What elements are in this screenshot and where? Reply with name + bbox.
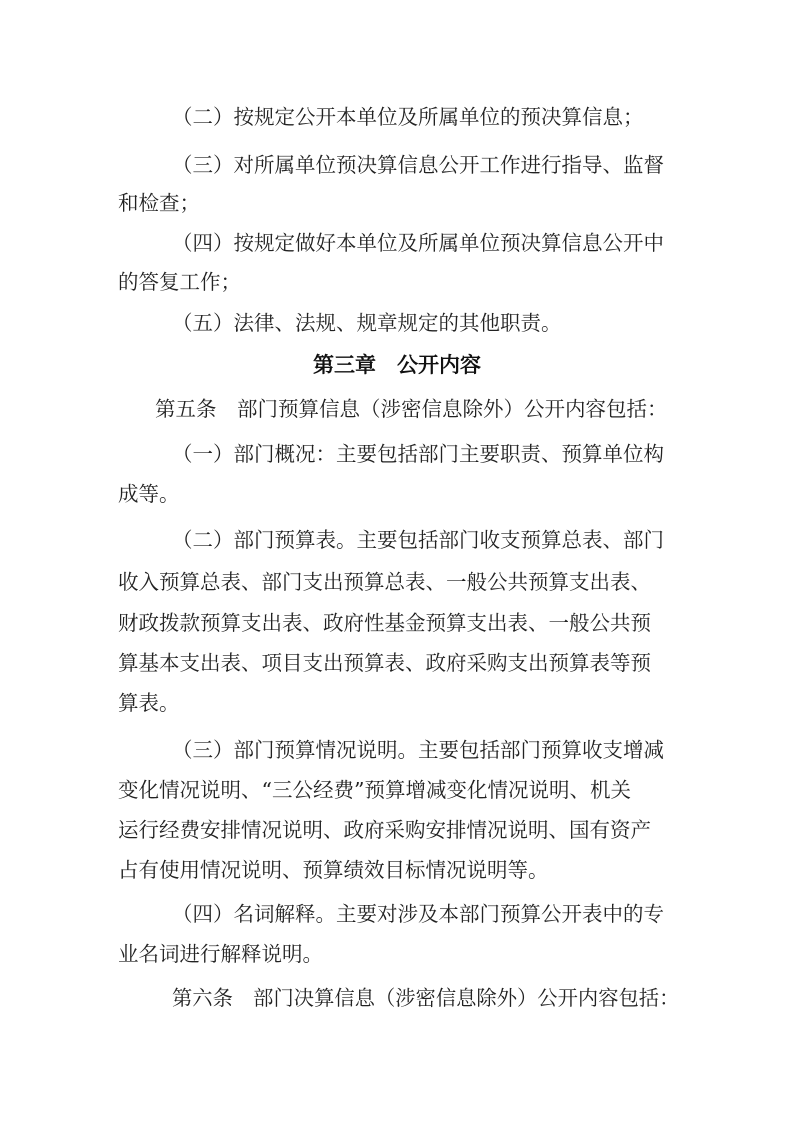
paragraph-line: （五）法律、法规、规章规定的其他职责。 (172, 311, 562, 335)
chapter-heading: 第三章 公开内容 (313, 353, 481, 377)
paragraph-line: 的答复工作； (118, 270, 241, 294)
paragraph-line: 收入预算总表、部门支出预算总表、一般公共预算支出表、 (118, 570, 651, 594)
paragraph-line: 运行经费安排情况说明、政府采购安排情况说明、国有资产 (118, 818, 651, 842)
paragraph-line: （三）对所属单位预决算信息公开工作进行指导、监督 (172, 153, 664, 177)
paragraph-line: 变化情况说明、“三公经费”预算增减变化情况说明、机关 (118, 778, 631, 802)
paragraph-line: （二）按规定公开本单位及所属单位的预决算信息； (172, 105, 644, 129)
paragraph-line: 和检查； (118, 191, 200, 215)
paragraph-line: 占有使用情况说明、预算绩效目标情况说明等。 (118, 858, 549, 882)
article-line: 第五条 部门预算信息（涉密信息除外）公开内容包括： (155, 397, 668, 421)
article-line: 第六条 部门决算信息（涉密信息除外）公开内容包括： (172, 986, 680, 1010)
paragraph-line: （一）部门概况：主要包括部门主要职责、预算单位构 (172, 442, 664, 466)
paragraph-line: 算基本支出表、项目支出预算表、政府采购支出预算表等预 (118, 651, 651, 675)
paragraph-line: （四）按规定做好本单位及所属单位预决算信息公开中 (172, 231, 664, 255)
paragraph-line: 算表。 (118, 691, 180, 715)
paragraph-line: 业名词进行解释说明。 (118, 942, 323, 966)
paragraph-line: （二）部门预算表。主要包括部门收支预算总表、部门 (172, 528, 664, 552)
paragraph-line: （三）部门预算情况说明。主要包括部门预算收支增减 (172, 738, 664, 762)
paragraph-line: 财政拨款预算支出表、政府性基金预算支出表、一般公共预 (118, 611, 651, 635)
paragraph-line: 成等。 (118, 482, 180, 506)
paragraph-line: （四）名词解释。主要对涉及本部门预算公开表中的专 (172, 902, 664, 926)
